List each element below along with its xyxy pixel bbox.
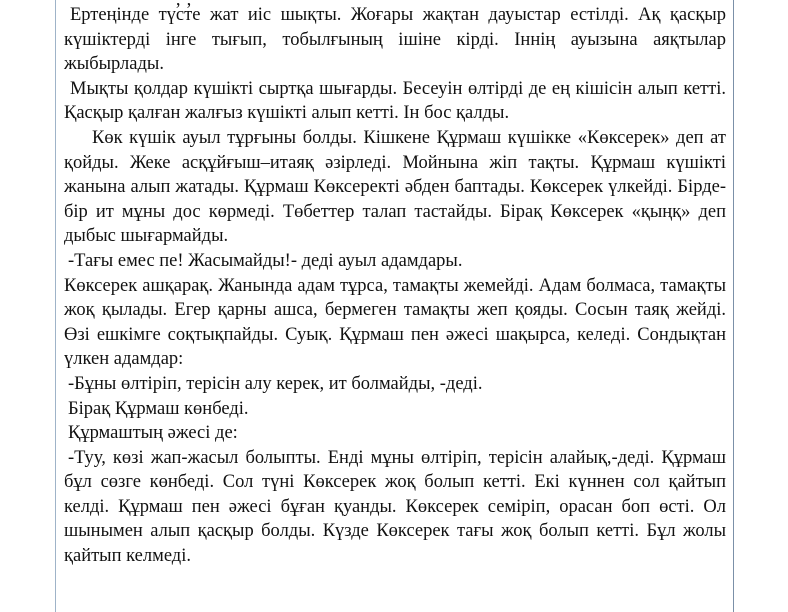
paragraph-kokserek-greedy: Көксерек ашқарақ. Жанында адам тұрса, тамақты жемейді. Адам болмаса, тамақты жоқ қылады. Егер қарны ашса, бермеген тамақты жеп қояды. Сосын таяқ жейді. Өзі ешкімге соқтықпайды. Суық. Құрмаш пен әжесі шақырса, келеді. Сондықтан үлкен адамдар: — [64, 275, 726, 370]
paragraph-elders-speech: -Бұны өлтіріп, терісін алу керек, ит болмайды, -деді. — [68, 373, 483, 394]
story-text — [64, 3, 726, 569]
paragraph-kokserek-gone: -Туу, көзі жап-жасыл болыпты. Енді мұны өлтіріп, терісін алайық,-деді. Құрмаш бұл сөзге көнбеді. Сол түні Көксерек жоқ болып кетті. Екі күннен сол қайтып келді. Құрмаш пен әжесі бұған қуанды. Көксерек семіріп, орасан боп өсті. Ол шынымен алып қасқыр болды. Күзде Көксерек тағы жоқ болып кетті. Бұл жолы қайтып келмеді. — [64, 447, 726, 567]
paragraph-wolf-den: Ертеңінде түсте жат иіс шықты. Жоғары жақтан дауыстар естілді. Ақ қасқыр күшіктерді інге тығып, тобылғының ішіне кірді. Іннің ауызына аяқтылар жыбырлады. — [64, 5, 726, 75]
right-border-line — [733, 0, 734, 612]
paragraph-kokserek-named: Көк күшік ауыл тұрғыны болды. Кішкене Құрмаш күшікке «Көксерек» деп ат қойды. Жеке асқұйғыш–итаяқ әзірледі. Мойнына жіп тақты. Құрмаш күшікті жанына алып жатады. Құрмаш Көксеректі әбден баптады. Көксерек үлкейді. Бірде-бір ит мұны дос көрмеді. Төбеттер талап тастайды. Бірақ Көксерек «қыңқ» деп дыбыс шығармайды. — [64, 127, 726, 247]
cut-off-top-text: ‚ ‚ — [175, 0, 192, 10]
paragraph-pups-taken: Мықты қолдар күшікті сыртқа шығарды. Бесеуін өлтірді де ең кішісін алып кетті. Қасқыр қалған жалғыз күшікті алып кетті. Ін бос қалды. — [64, 78, 726, 124]
paragraph-grandmother-intro: Құрмаштың әжесі де: — [68, 423, 238, 444]
paragraph-kurmash-refused: Бірақ Құрмаш көнбеді. — [68, 398, 249, 419]
paragraph-villagers-remark: -Тағы емес пе! Жасымайды!- деді ауыл адамдары. — [68, 250, 463, 271]
left-border-line — [55, 0, 56, 612]
